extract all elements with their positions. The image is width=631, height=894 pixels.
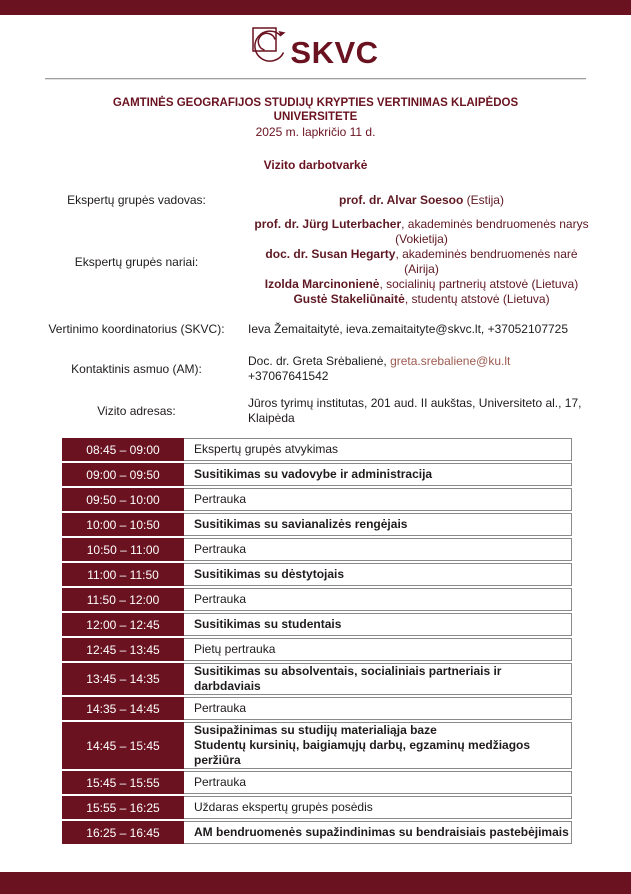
member-country: (Vokietija) bbox=[395, 232, 448, 246]
skvc-logo bbox=[0, 27, 631, 69]
schedule-activity: Ekspertų grupės atvykimas bbox=[184, 438, 572, 461]
contact-email-link[interactable]: greta.srebaliene@ku.lt bbox=[390, 354, 511, 368]
schedule-time: 15:45 – 15:55 bbox=[62, 771, 184, 794]
member-name: Izolda Marcinonienė bbox=[264, 277, 380, 291]
schedule-time: 16:25 – 16:45 bbox=[62, 821, 184, 844]
schedule-time: 10:00 – 10:50 bbox=[62, 513, 184, 536]
schedule-time: 09:50 – 10:00 bbox=[62, 488, 184, 511]
schedule-time: 11:00 – 11:50 bbox=[62, 563, 184, 586]
schedule-activity: Susitikimas su dėstytojais bbox=[184, 563, 572, 586]
schedule-row bbox=[62, 613, 572, 636]
schedule-activity: Pertrauka bbox=[184, 588, 572, 611]
coordinator-value: Ieva Žemaitaitytė, ieva.zemaitaityte@skvc.lt, +37052107725 bbox=[248, 322, 569, 336]
skvc-logo-spiral-icon bbox=[252, 27, 288, 69]
schedule-row bbox=[62, 463, 572, 486]
schedule-time: 14:45 – 15:45 bbox=[62, 722, 184, 769]
schedule-row bbox=[62, 588, 572, 611]
schedule-time: 15:55 – 16:25 bbox=[62, 796, 184, 819]
coordinator-row bbox=[33, 322, 603, 337]
leader-label: Ekspertų grupės vadovas: bbox=[67, 193, 206, 207]
contact-label: Kontaktinis asmuo (AM): bbox=[71, 361, 202, 376]
coordinator-label: Vertinimo koordinatorius (SKVC): bbox=[48, 322, 225, 336]
member-role: , akademinės bendruomenės narė bbox=[395, 247, 578, 261]
schedule-activity: Pertrauka bbox=[184, 488, 572, 511]
contact-name: Doc. dr. Greta Srėbalienė, bbox=[248, 354, 391, 368]
top-maroon-bar bbox=[0, 0, 631, 15]
address-label: Vizito adresas: bbox=[97, 403, 176, 418]
schedule-row bbox=[62, 697, 572, 720]
schedule-activity: AM bendruomenės supažindinimas su bendraisiais pastebėjimais bbox=[184, 821, 572, 844]
member-role: , socialinių partnerių atstovė (Lietuva) bbox=[379, 277, 579, 291]
schedule-time: 10:50 – 11:00 bbox=[62, 538, 184, 561]
schedule-time: 08:45 – 09:00 bbox=[62, 438, 184, 461]
agenda-subtitle: Vizito darbotvarkė bbox=[263, 158, 368, 172]
schedule-row bbox=[62, 638, 572, 661]
member-name: Gustė Stakeliūnaitė bbox=[293, 292, 405, 306]
schedule-time: 14:35 – 14:45 bbox=[62, 697, 184, 720]
skvc-logo-text: SKVC bbox=[290, 35, 379, 70]
schedule-row bbox=[62, 538, 572, 561]
leader-value bbox=[240, 193, 603, 208]
schedule-row bbox=[62, 821, 572, 844]
schedule-activity: Pertrauka bbox=[184, 771, 572, 794]
contact-phone: +37067641542 bbox=[248, 369, 329, 383]
members-list bbox=[240, 217, 603, 307]
member-item bbox=[240, 277, 603, 292]
contact-row bbox=[33, 354, 603, 384]
info-section bbox=[33, 193, 603, 426]
schedule-activity: Susitikimas su studentais bbox=[184, 613, 572, 636]
schedule-time: 09:00 – 09:50 bbox=[62, 463, 184, 486]
schedule-row bbox=[62, 563, 572, 586]
contact-value bbox=[240, 354, 603, 384]
member-item bbox=[240, 247, 603, 277]
page-title: GAMTINĖS GEOGRAFIJOS STUDIJŲ KRYPTIES VERTINIMAS KLAIPĖDOS UNIVERSITETE bbox=[112, 97, 519, 123]
schedule-row bbox=[62, 771, 572, 794]
schedule-activity: Susitikimas su absolventais, socialiniais partneriais ir darbdaviais bbox=[184, 663, 572, 695]
members-row bbox=[33, 217, 603, 307]
schedule-time: 12:00 – 12:45 bbox=[62, 613, 184, 636]
member-country: (Airija) bbox=[404, 262, 439, 276]
header-divider bbox=[45, 78, 586, 80]
schedule-row bbox=[62, 796, 572, 819]
schedule-activity: Uždaras ekspertų grupės posėdis bbox=[184, 796, 572, 819]
member-item bbox=[240, 292, 603, 307]
schedule-row bbox=[62, 438, 572, 461]
visit-date: 2025 m. lapkričio 11 d. bbox=[255, 125, 376, 139]
schedule-activity: Susipažinimas su studijų materialiąja baze Studentų kursinių, baigiamųjų darbų, egzaminų medžiagos peržiūra bbox=[184, 722, 572, 769]
schedule-row bbox=[62, 488, 572, 511]
members-label: Ekspertų grupės nariai: bbox=[74, 254, 199, 269]
schedule-activity: Pietų pertrauka bbox=[184, 638, 572, 661]
schedule-activity: Pertrauka bbox=[184, 538, 572, 561]
leader-country: (Estija) bbox=[463, 193, 504, 207]
bottom-maroon-bar bbox=[0, 872, 631, 894]
schedule-time: 12:45 – 13:45 bbox=[62, 638, 184, 661]
schedule-time: 13:45 – 14:35 bbox=[62, 663, 184, 695]
address-row bbox=[33, 396, 603, 426]
member-item bbox=[240, 217, 603, 247]
member-role: , akademinės bendruomenės narys bbox=[401, 217, 589, 231]
schedule-row bbox=[62, 513, 572, 536]
leader-row bbox=[33, 193, 603, 208]
schedule-activity: Pertrauka bbox=[184, 697, 572, 720]
schedule-time: 11:50 – 12:00 bbox=[62, 588, 184, 611]
schedule-activity: Susitikimas su vadovybe ir administracija bbox=[184, 463, 572, 486]
address-value: Jūros tyrimų institutas, 201 aud. II aukštas, Universiteto al., 17, Klaipėda bbox=[248, 396, 582, 425]
schedule-row bbox=[62, 722, 572, 769]
member-name: prof. dr. Jürg Luterbacher bbox=[254, 217, 402, 231]
schedule-activity: Susitikimas su savianalizės rengėjais bbox=[184, 513, 572, 536]
leader-name: prof. dr. Alvar Soesoo bbox=[339, 193, 464, 207]
member-role: , studentų atstovė (Lietuva) bbox=[404, 292, 550, 306]
schedule-table bbox=[62, 438, 572, 844]
member-name: doc. dr. Susan Hegarty bbox=[265, 247, 396, 261]
schedule-row bbox=[62, 663, 572, 695]
